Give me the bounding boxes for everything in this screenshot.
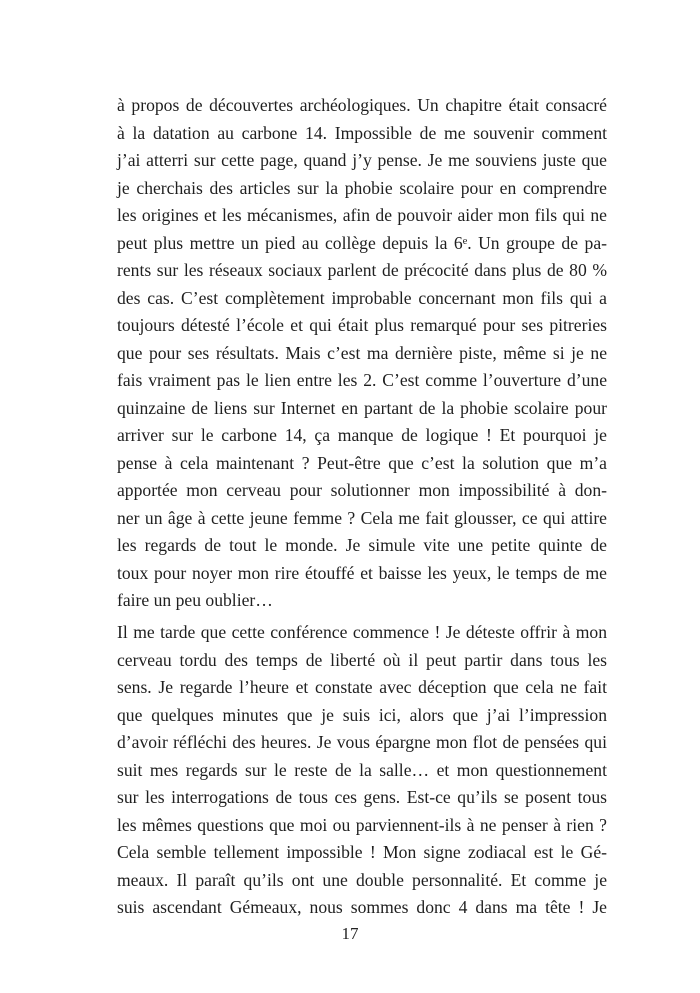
text-line: sur les interrogations de tous ces gens. Est-ce qu’ils se posent tous <box>117 787 607 807</box>
text-line: toux pour noyer mon rire étouffé et baisse les yeux, le temps de me <box>117 562 607 583</box>
paragraph-2 <box>117 619 607 922</box>
text-line: apportée mon cerveau pour solutionner mon impossibilité à don- <box>117 480 607 500</box>
text-line: arriver sur le carbone 14, ça manque de logique ! Et pourquoi je <box>117 425 607 445</box>
text-line: à propos de découvertes archéologiques. Un chapitre était consacré <box>117 95 607 115</box>
text-line: suis ascendant Gémeaux, nous sommes donc 4 dans ma tête ! Je <box>117 897 607 917</box>
text-line: ner un âge à cette jeune femme ? Cela me fait glousser, ce qui attire <box>117 507 607 528</box>
page-number: 17 <box>341 924 359 943</box>
text-line: que quelques minutes que je suis ici, alors que j’ai l’impression <box>117 704 607 725</box>
text-line: suit mes regards sur le reste de la salle… et mon questionnement <box>117 759 607 780</box>
paragraph-1 <box>117 92 607 615</box>
text-line: des cas. C’est complètement improbable concernant mon fils qui a <box>117 287 607 308</box>
text-line: j’ai atterri sur cette page, quand j’y pense. Je me souviens juste que <box>117 150 607 170</box>
text-line: fais vraiment pas le lien entre les 2. C’est comme l’ouverture d’une <box>117 370 607 390</box>
text-line: faire un peu oublier… <box>117 590 273 610</box>
text-line: Il me tarde que cette conférence commence ! Je déteste offrir à mon <box>117 622 607 642</box>
text-line: toujours détesté l’école et qui était plus remarqué pour ses pitreries <box>117 315 607 335</box>
text-line: Cela semble tellement impossible ! Mon signe zodiacal est le Gé- <box>117 842 607 862</box>
text-line: que pour ses résultats. Mais c’est ma dernière piste, même si je ne <box>117 342 607 363</box>
text-line: pense à cela maintenant ? Peut-être que c’est la solution que m’a <box>117 452 607 473</box>
text-line: meaux. Il paraît qu’ils ont une double personnalité. Et comme je <box>117 869 607 890</box>
text-line: les mêmes questions que moi ou parviennent-ils à ne penser à rien ? <box>117 814 607 835</box>
text-line: peut plus mettre un pied au collège depuis la 6ᵉ. Un groupe de pa- <box>117 232 607 253</box>
text-line: d’avoir réfléchi des heures. Je vous épargne mon flot de pensées qui <box>117 732 607 752</box>
text-line: sens. Je regarde l’heure et constate avec déception que cela ne fait <box>117 677 607 697</box>
text-line: cerveau tordu des temps de liberté où il peut partir dans tous les <box>117 649 607 670</box>
text-line: les origines et les mécanismes, afin de pouvoir aider mon fils qui ne <box>117 205 607 225</box>
text-line: à la datation au carbone 14. Impossible de me souvenir comment <box>117 122 607 143</box>
text-line: les regards de tout le monde. Je simule vite une petite quinte de <box>117 535 607 555</box>
text-line: rents sur les réseaux sociaux parlent de précocité dans plus de 80 % <box>117 260 607 280</box>
text-line: je cherchais des articles sur la phobie scolaire pour en comprendre <box>117 177 607 198</box>
text-line: quinzaine de liens sur Internet en partant de la phobie scolaire pour <box>117 397 607 418</box>
